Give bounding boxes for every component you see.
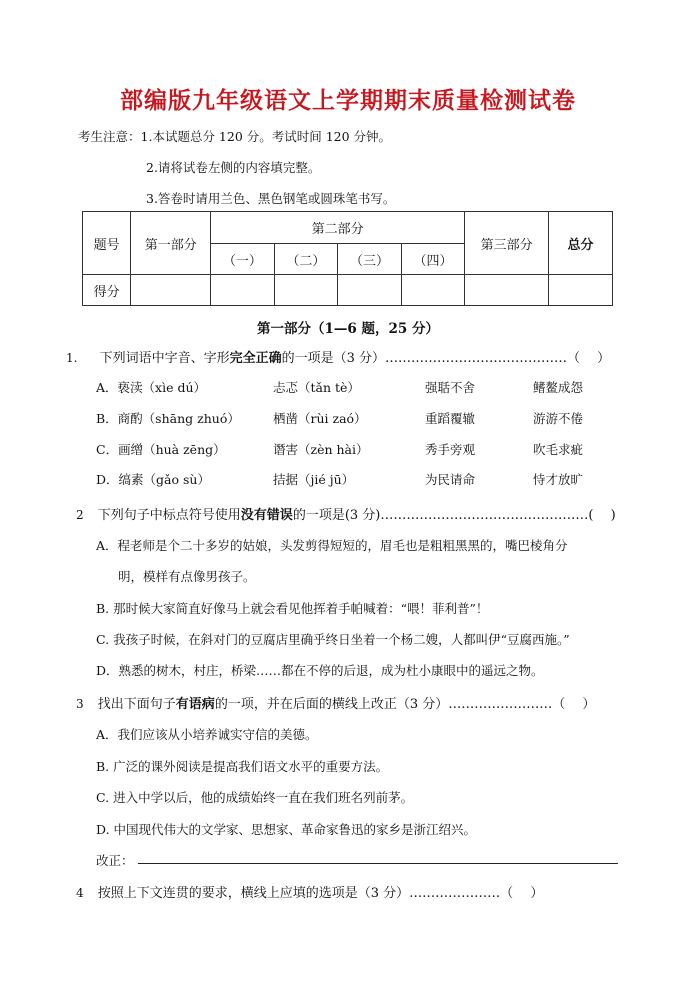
option-b-word: 栖凿（rùi zaó） — [273, 411, 367, 426]
notice-item: 1.本试题总分 120 分。考试时间 120 分钟。 — [140, 129, 392, 144]
score-cell[interactable] — [338, 275, 402, 306]
option-b: B. 那时候大家简直好像马上就会看见他挥着手帕喊着：“喂！菲利普”！ — [96, 601, 489, 616]
score-cell[interactable] — [465, 275, 549, 306]
option-b-word: 游游不倦 — [533, 411, 584, 426]
question-number: 4 — [76, 886, 84, 900]
option-b: B．商酌（shāng zhuó） — [96, 411, 240, 426]
option-d: D．熟悉的树木，村庄，桥梁……都在不停的后退，成为杜小康眼中的遥远之物。 — [96, 663, 544, 678]
answer-line[interactable] — [138, 863, 618, 864]
score-table-total: 总分 — [548, 212, 612, 275]
option-c: C. 我孩子时候，在斜对门的豆腐店里确乎终日坐着一个杨二嫂，人都叫伊“豆腐西施。” — [96, 632, 570, 647]
score-table-part1: 第一部分 — [131, 212, 211, 275]
score-cell[interactable] — [274, 275, 338, 306]
option-a-word: 强聒不舍 — [425, 380, 476, 395]
score-cell[interactable] — [131, 275, 211, 306]
question-keyword: 没有错误 — [240, 508, 293, 523]
question-keyword: 完全正确 — [229, 351, 282, 366]
option-c-word: 吹毛求疵 — [533, 442, 584, 457]
option-a-continued: 明，模样有点像男孩子。 — [118, 569, 256, 584]
question-3: 3 找出下面句子有语病的一项，并在后面的横线上改正（3 分）……………………（ ） — [76, 697, 596, 712]
question-keyword: 有语病 — [175, 697, 215, 712]
score-table-row-label: 得分 — [83, 275, 131, 306]
option-a: A．程老师是个二十多岁的姑娘，头发剪得短短的，眉毛也是粗粗黑黑的，嘴巴棱角分 — [96, 538, 568, 553]
option-b: B. 广泛的课外阅读是提高我们语文水平的重要方法。 — [96, 759, 389, 774]
notice-line-1 — [78, 127, 391, 145]
score-table-part2-sub: （四） — [401, 244, 465, 275]
option-c-word: 秀手旁观 — [425, 442, 476, 457]
score-table-part3: 第三部分 — [465, 212, 549, 275]
option-d-word: 恃才放旷 — [533, 472, 584, 487]
notice-item: 2.请将试卷左侧的内容填完整。 — [146, 160, 321, 175]
option-c-word: 谮害（zèn hài） — [273, 442, 369, 457]
question-4: 4 按照上下文连贯的要求，横线上应填的选项是（3 分）…………………（ ） — [76, 886, 544, 901]
notice-label: 考生注意： — [78, 129, 141, 144]
question-number: 2 — [76, 508, 84, 522]
score-table-part2-sub: （一） — [211, 244, 275, 275]
score-table-header-label: 题号 — [83, 212, 131, 275]
score-table-part2: 第二部分 — [211, 212, 465, 244]
option-c: C. 进入中学以后，他的成绩始终一直在我们班名列前茅。 — [96, 790, 414, 805]
option-a-word: 鳍鳌成怨 — [533, 380, 584, 395]
option-d-word: 为民请命 — [425, 472, 476, 487]
score-table-part2-sub: （二） — [274, 244, 338, 275]
fix-label: 改正： — [96, 853, 134, 868]
score-cell[interactable] — [211, 275, 275, 306]
option-d: D. 中国现代伟大的文学家、思想家、革命家鲁迅的家乡是浙江绍兴。 — [96, 822, 477, 837]
option-c: C．画缯（huà zēng） — [96, 442, 226, 457]
score-table — [82, 211, 613, 306]
question-number: 1. — [66, 351, 78, 365]
question-number: 3 — [76, 697, 84, 711]
option-a: A．亵渎（xìe dú） — [96, 380, 206, 395]
option-a: A．我们应该从小培养诚实守信的美德。 — [96, 727, 318, 742]
score-cell[interactable] — [548, 275, 612, 306]
notice-item: 3.答卷时请用兰色、黑色钢笔或圆珠笔书写。 — [146, 191, 396, 206]
page-title: 部编版九年级语文上学期期末质量检测试卷 — [120, 88, 576, 114]
option-d: D．缟素（gǎo sù） — [96, 472, 210, 487]
option-b-word: 重蹈覆辙 — [425, 411, 476, 426]
option-a-word: 忐忑（tǎn tè） — [273, 380, 360, 395]
question-2: 2 下列句子中标点符号使用没有错误的一项是(3 分)…………………………………………( ) — [76, 508, 616, 523]
score-table-part2-sub: （三） — [338, 244, 402, 275]
score-cell[interactable] — [401, 275, 465, 306]
section-title: 第一部分（1—6 题，25 分） — [257, 321, 439, 337]
question-1: 1. 下列词语中字音、字形完全正确的一项是（3 分）……………………………………（ ） — [66, 351, 611, 366]
option-d-word: 拮据（jié jū） — [273, 472, 355, 487]
